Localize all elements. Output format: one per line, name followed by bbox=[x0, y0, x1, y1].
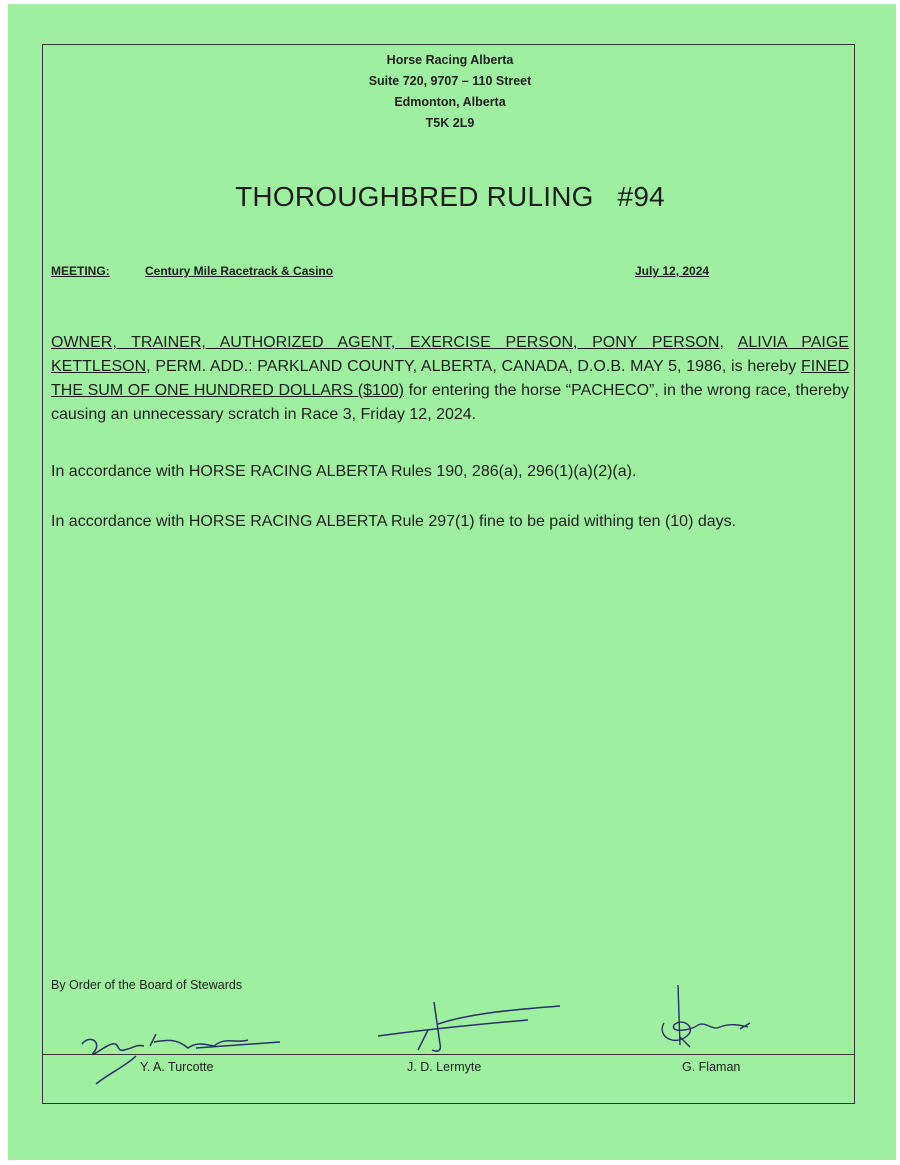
postal-code: T5K 2L9 bbox=[425, 116, 475, 130]
meeting-label: MEETING: bbox=[51, 264, 110, 278]
fine-paragraph: In accordance with HORSE RACING ALBERTA Rule 297(1) fine to be paid withing ten (10) days. bbox=[51, 513, 737, 530]
letterhead bbox=[0, 50, 900, 134]
ruling-paragraph: OWNER, TRAINER, AUTHORIZED AGENT, EXERCISE PERSON, PONY PERSON, ALIVIA PAIGE KETTLESON, PERM. ADD.: PARKLAND COUNTY, ALBERTA, CANADA, D.O.B. MAY 5, 1986, is hereby FINED THE SUM OF ONE HUNDRED DOLLARS ($100) for entering the horse “PACHECO”, in the wrong race, thereby causing an unnecessary scratch in Race 3, Friday 12, 2024. bbox=[51, 334, 850, 423]
meeting-date: July 12, 2024 bbox=[635, 264, 710, 278]
org-name: Horse Racing Alberta bbox=[386, 53, 514, 67]
meeting-venue: Century Mile Racetrack & Casino bbox=[145, 264, 334, 278]
steward-name-1: Y. A. Turcotte bbox=[140, 1060, 214, 1074]
ruling-person-name: ALIVIA PAIGE KETTLESON bbox=[51, 334, 849, 375]
ruling-penalty: FINED THE SUM OF ONE HUNDRED DOLLARS ($100) bbox=[51, 358, 849, 399]
board-order-text: By Order of the Board of Stewards bbox=[51, 978, 243, 992]
signature-lermyte bbox=[378, 1000, 568, 1060]
signature-flaman bbox=[650, 985, 770, 1060]
address-line-1: Suite 720, 9707 – 110 Street bbox=[368, 74, 532, 88]
ruling-roles: OWNER, TRAINER, AUTHORIZED AGENT, EXERCISE PERSON, PONY PERSON bbox=[51, 334, 720, 351]
ruling-title: THOROUGHBRED RULING #94 bbox=[235, 181, 665, 212]
address-line-2: Edmonton, Alberta bbox=[394, 95, 506, 109]
rules-paragraph: In accordance with HORSE RACING ALBERTA Rules 190, 286(a), 296(1)(a)(2)(a). bbox=[51, 463, 637, 480]
signature-line bbox=[43, 1054, 855, 1055]
steward-name-2: J. D. Lermyte bbox=[407, 1060, 482, 1074]
steward-name-3: G. Flaman bbox=[682, 1060, 741, 1074]
